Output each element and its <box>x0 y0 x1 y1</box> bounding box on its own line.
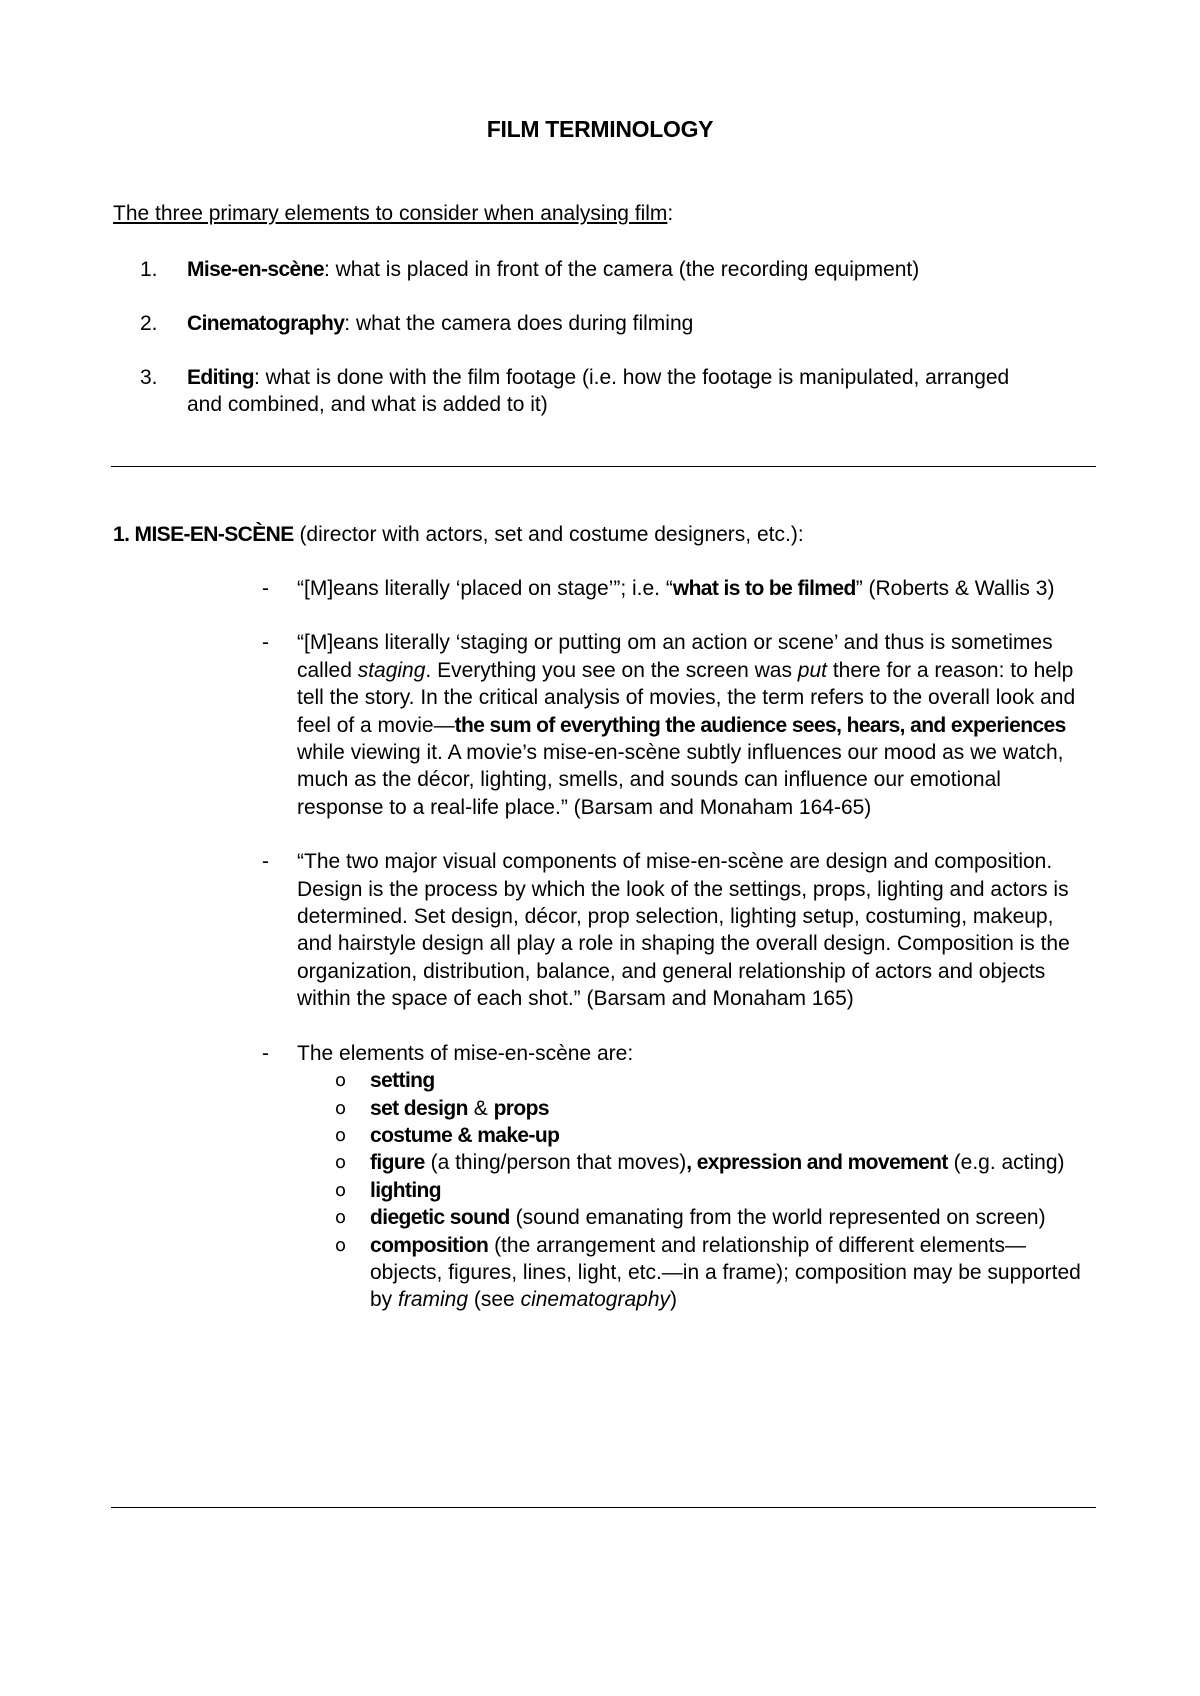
sub-bullet: o <box>335 1070 347 1092</box>
element-note: (see <box>468 1288 521 1312</box>
horizontal-divider <box>111 466 1096 467</box>
element-italic: cinematography <box>520 1288 670 1312</box>
sub-item <box>335 1177 1092 1204</box>
intro-line <box>113 202 673 226</box>
element-note: (e.g. acting) <box>947 1151 1065 1175</box>
primary-elements-list <box>140 256 1040 445</box>
list-item <box>262 848 1092 1012</box>
quote-text: while viewing it. A movie’s mise-en-scène subtly influences our mood as we watch, much as the décor, lighting, smells, and sounds can influence our emotional response to a real-life place.” (Barsam and Monaham 164-65) <box>297 741 1064 819</box>
elements-sublist <box>335 1067 1092 1314</box>
section-title: 1. MISE-EN-SCÈNE <box>113 523 294 546</box>
elements-intro: The elements of mise-en-scène are: <box>297 1041 634 1065</box>
sub-item <box>335 1067 1092 1094</box>
quote-text: there for a reason: to help tell the story. In the critical analysis of movies, the term refers to the overall look and feel of a movie— <box>297 658 1076 737</box>
quote-text: . Everything you see on the screen was <box>425 658 798 682</box>
quote-italic: put <box>797 658 827 682</box>
quote-text: “[M]eans literally ‘placed on stage’”; i.e. “ <box>297 577 673 600</box>
element-term: diegetic sound <box>370 1206 510 1230</box>
list-number: 3. <box>140 366 158 389</box>
sub-item <box>335 1232 1092 1314</box>
quote-italic: staging <box>357 658 426 682</box>
sub-item <box>335 1149 1092 1176</box>
element-term: setting <box>370 1069 435 1093</box>
sub-item <box>335 1095 1092 1122</box>
horizontal-divider <box>111 1507 1096 1508</box>
element-joiner: & <box>467 1096 494 1120</box>
element-term: , expression and movement <box>686 1151 948 1175</box>
intro-colon: : <box>667 202 674 225</box>
bullet-dash: - <box>262 631 269 655</box>
quote-text: “[M]eans literally ‘staging or putting om an action or scene’ and thus is sometimes called <box>297 631 1053 682</box>
quote-citation: ” (Roberts & Wallis 3) <box>855 577 1055 600</box>
element-note: (a thing/person that moves) <box>424 1151 687 1175</box>
element-note: (the arrangement and relationship of different elements—objects, figures, lines, light, etc.—in a frame); composition may be supported by <box>370 1233 1081 1312</box>
term: Editing <box>187 366 254 389</box>
term-description: : what is done with the film footage (i.e. how the footage is manipulated, arranged and combined, and what is added to it) <box>187 366 1010 416</box>
list-item <box>262 1040 1092 1314</box>
sub-item <box>335 1204 1092 1231</box>
term-description: : what the camera does during filming <box>344 312 694 335</box>
element-italic: framing <box>398 1288 469 1312</box>
quote-emphasis: what is to be filmed <box>672 577 856 600</box>
bullet-dash: - <box>262 850 269 874</box>
sub-bullet: o <box>335 1152 347 1174</box>
sub-bullet: o <box>335 1207 347 1229</box>
term: Cinematography <box>187 312 345 335</box>
element-term: props <box>493 1096 549 1120</box>
list-item <box>140 364 1040 418</box>
list-item <box>140 256 1040 283</box>
element-term: lighting <box>370 1178 442 1202</box>
element-note: (sound emanating from the world represented on screen) <box>509 1206 1046 1230</box>
bullet-dash: - <box>262 577 269 600</box>
sub-bullet: o <box>335 1124 347 1146</box>
list-number: 1. <box>140 258 158 281</box>
sub-bullet: o <box>335 1234 347 1256</box>
term: Mise-en-scène <box>187 258 324 281</box>
element-term: composition <box>370 1233 489 1257</box>
sub-bullet: o <box>335 1179 347 1201</box>
list-number: 2. <box>140 312 158 335</box>
sub-item <box>335 1122 1092 1149</box>
section-heading <box>113 523 804 547</box>
element-term: costume & make-up <box>370 1123 560 1147</box>
page-title: FILM TERMINOLOGY <box>486 116 714 142</box>
intro-text: The three primary elements to consider when analysing film <box>113 202 668 225</box>
mise-en-scene-bullets <box>262 575 1092 1341</box>
element-term: set design <box>370 1096 468 1120</box>
list-item <box>262 575 1092 602</box>
sub-bullet: o <box>335 1097 347 1119</box>
term-description: : what is placed in front of the camera (the recording equipment) <box>323 258 920 281</box>
element-note: ) <box>670 1288 677 1312</box>
quote-text: “The two major visual components of mise-en-scène are design and composition. Design is the process by which the look of the settings, props, lighting and actors is determined. Set design, décor, prop selection, lighting setup, costuming, makeup, and hairstyle design all play a role in shaping the overall design. Composition is the organization, distribution, balance, and general relationship of actors and objects within the space of each shot.” (Barsam and Monaham 165) <box>297 850 1070 1011</box>
quote-emphasis: the sum of everything the audience sees, hears, and experiences <box>454 713 1066 737</box>
bullet-dash: - <box>262 1041 269 1065</box>
element-term: figure <box>370 1151 425 1175</box>
list-item <box>140 310 1040 337</box>
section-note: (director with actors, set and costume designers, etc.): <box>293 523 804 546</box>
list-item <box>262 629 1092 821</box>
